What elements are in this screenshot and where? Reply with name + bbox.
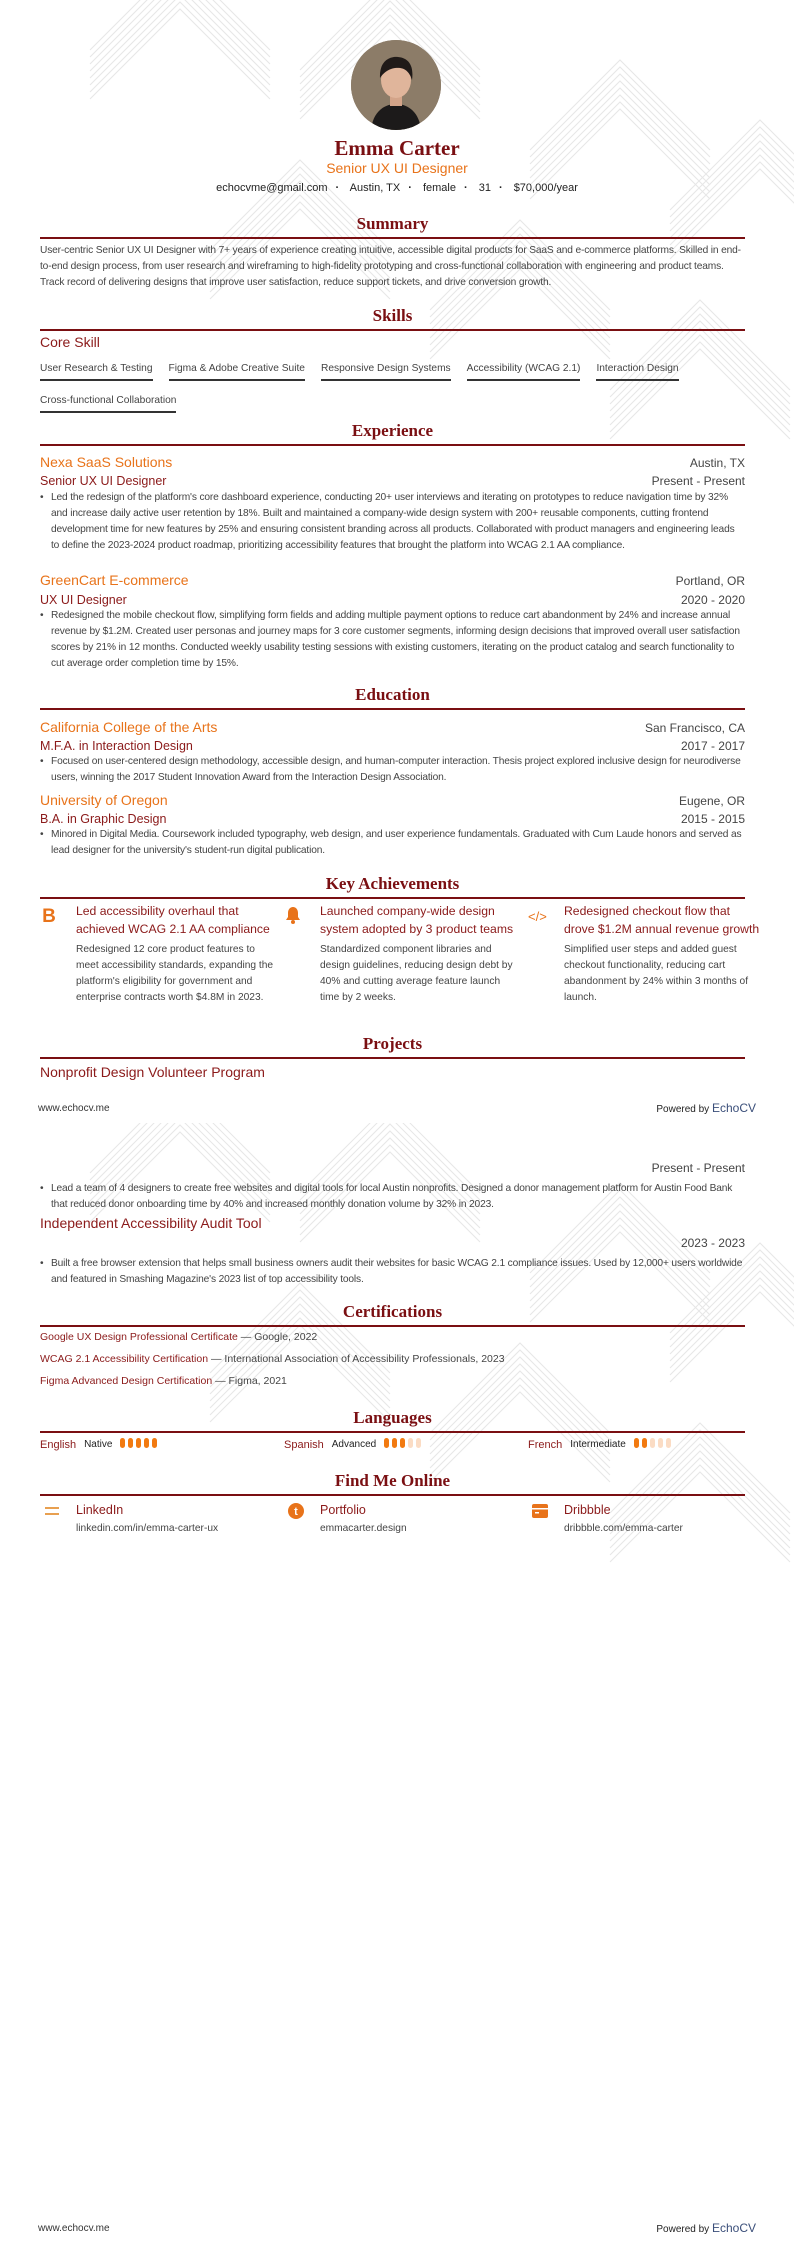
section-heading-summary: Summary (40, 214, 745, 239)
online-link-url[interactable]: dribbble.com/emma-carter (564, 1523, 683, 1534)
degree: B.A. in Graphic Design (40, 812, 167, 826)
achievement-title: Launched company-wide design system adopted by 3 product teams (320, 904, 514, 936)
job-dates: 2020 - 2020 (680, 593, 745, 607)
education-dates: 2015 - 2015 (680, 812, 745, 826)
online-link-item[interactable] (528, 1503, 768, 1534)
proficiency-dot (658, 1438, 663, 1448)
proficiency-dot (400, 1438, 405, 1448)
proficiency-meter (120, 1438, 160, 1451)
achievement-desc: Redesigned 12 core product features to meet accessibility standards, expanding the platform's eligibility for government and enterprise contracts worth $4.8M in 2023. (76, 944, 274, 1003)
experience-header (40, 454, 745, 470)
school-location: San Francisco, CA (644, 721, 745, 735)
section-heading-languages: Languages (40, 1408, 745, 1433)
section-heading-online: Find Me Online (40, 1471, 745, 1496)
certification-name: Figma Advanced Design Certification (40, 1375, 213, 1387)
education-header (40, 792, 745, 808)
proficiency-dot (128, 1438, 133, 1448)
code-icon: </> (528, 909, 547, 924)
education-header (40, 719, 745, 735)
skill-group-title: Core Skill (40, 334, 100, 350)
location: Austin, TX (349, 182, 401, 194)
background-pattern (0, 1123, 794, 2246)
skill-chip: Responsive Design Systems (321, 363, 451, 381)
school-name: California College of the Arts (40, 719, 218, 735)
certification-item (40, 1375, 287, 1387)
company-name: GreenCart E-commerce (40, 572, 189, 588)
experience-header (40, 572, 745, 588)
footer-powered (656, 2221, 756, 2235)
skill-chip: Figma & Adobe Creative Suite (169, 363, 305, 381)
achievement-desc: Simplified user steps and added guest checkout functionality, reducing cart abandonment by 24% within 3 months of launch. (564, 944, 749, 1003)
certification-item (40, 1331, 317, 1343)
job-bullet: • Redesigned the mobile checkout flow, simplifying form fields and adding multiple payment options to reduce cart abandonment by 24% and increase annual revenue by $1.2M. Created user personas and journey maps for 3 core customer segments, informing design decisions that improved overall user satisfaction scores by 21% in 12 months. Conducted weekly usability testing sessions with existing customers, iterating on the product catalog and search functionality to cut average order completion time by 15%. (40, 608, 745, 672)
proficiency-dot (650, 1438, 655, 1448)
proficiency-meter (634, 1438, 674, 1451)
experience-role-row (40, 593, 745, 607)
achievement-title: Led accessibility overhaul that achieved WCAG 2.1 AA compliance (76, 904, 270, 936)
project-bullet: • Lead a team of 4 designers to create free websites and digital tools for local Austin nonprofits. Designed a donor management platform for Austin Food Bank that reduced donor onboarding time by 40% and increased monthly donation volume by 32% in 2023. (40, 1181, 745, 1213)
degree: M.F.A. in Interaction Design (40, 739, 193, 753)
company-name: Nexa SaaS Solutions (40, 454, 173, 470)
certification-name: Google UX Design Professional Certificate (40, 1331, 238, 1343)
language-name: English (40, 1438, 77, 1451)
education-dates: 2017 - 2017 (680, 739, 745, 753)
online-link-url[interactable]: linkedin.com/in/emma-carter-ux (76, 1523, 219, 1534)
section-heading-projects: Projects (40, 1034, 745, 1059)
achievement-title: Redesigned checkout flow that drove $1.2M annual revenue growth (564, 904, 760, 936)
proficiency-dot (666, 1438, 671, 1448)
brand-name: EchoCV (711, 2221, 756, 2235)
online-link-label[interactable]: Portfolio (320, 1503, 366, 1517)
gender: female (422, 182, 456, 194)
project-dates: 2023 - 2023 (680, 1236, 745, 1250)
proficiency-dot (144, 1438, 149, 1448)
svg-text:t: t (294, 1506, 298, 1518)
summary-text: User-centric Senior UX UI Designer with 7+ years of experience creating intuitive, accessible digital products for SaaS and e-commerce platforms. Skilled in end-to-end design process, from user research and wireframing to high-fidelity prototyping and cross-functional collaboration with engineering and product teams. Track record of delivering designs that improve user satisfaction, reduce support tickets, and drive conversion growth. (40, 245, 741, 288)
proficiency-dot (120, 1438, 125, 1448)
job-location: Portland, OR (675, 574, 745, 588)
skill-chip: Interaction Design (596, 363, 678, 381)
project-title: Nonprofit Design Volunteer Program (40, 1064, 265, 1080)
proficiency-dot (392, 1438, 397, 1448)
brand-name: EchoCV (711, 1101, 756, 1115)
portfolio-icon (288, 1503, 304, 1519)
language-name: Spanish (284, 1438, 324, 1451)
experience-role-row (40, 474, 745, 488)
project-dates-row (40, 1236, 745, 1250)
proficiency-dot (416, 1438, 421, 1448)
degree-row (40, 739, 745, 753)
certification-detail: — Google, 2022 (240, 1331, 318, 1343)
section-heading-achievements: Key Achievements (40, 874, 745, 899)
project-dates: Present - Present (651, 1161, 745, 1175)
school-location: Eugene, OR (678, 794, 745, 808)
powered-by-label: Powered by (656, 2224, 710, 2235)
footer-site-link[interactable]: www.echocv.me (38, 2223, 110, 2234)
language-item (284, 1438, 424, 1451)
candidate-name: Emma Carter (334, 136, 460, 160)
achievement-item (40, 902, 275, 1006)
bold-b-icon: B (42, 906, 56, 927)
footer-powered (656, 1101, 756, 1115)
age: 31 (478, 182, 491, 194)
bell-icon (284, 906, 302, 929)
language-item (528, 1438, 674, 1451)
proficiency-dot (642, 1438, 647, 1448)
skill-list (40, 358, 745, 422)
skill-chip: Cross-functional Collaboration (40, 395, 176, 413)
project-bullet: • Built a free browser extension that helps small business owners audit their websites for basic WCAG 2.1 compliance issues. Used by 12,000+ users worldwide and featured in Smashing Magazine's 2023 list of top accessibility tools. (40, 1256, 745, 1288)
online-link-url[interactable]: emmacarter.design (320, 1523, 407, 1534)
achievement-desc: Standardized component libraries and design guidelines, reducing design debt by 40% and cutting average feature launch time by 2 weeks. (320, 944, 513, 1003)
proficiency-dot (408, 1438, 413, 1448)
education-bullet: • Minored in Digital Media. Coursework included typography, web design, and user experience fundamentals. Graduated with Cum Laude honors and served as lead designer for the university's student-run digital publication. (40, 827, 745, 859)
contact-line: echocvme@gmail.com · Austin, TX · female · 31 · $70,000/year (216, 182, 578, 194)
job-title: Senior UX UI Designer (40, 474, 167, 488)
certification-detail: — Figma, 2021 (215, 1375, 287, 1387)
section-heading-certifications: Certifications (40, 1302, 745, 1327)
proficiency-dot (634, 1438, 639, 1448)
proficiency-meter (384, 1438, 424, 1451)
email[interactable]: echocvme@gmail.com (216, 182, 328, 194)
proficiency-dot (136, 1438, 141, 1448)
job-location: Austin, TX (689, 456, 745, 470)
section-heading-skills: Skills (40, 306, 745, 331)
skill-chip: Accessibility (WCAG 2.1) (467, 363, 581, 381)
education-bullet: • Focused on user-centered design methodology, accessible design, and human-computer interaction. Thesis project explored inclusive design for neurodiverse users, winning the 2017 Student Innovation Award from the Interaction Design Association. (40, 754, 745, 786)
certification-name: WCAG 2.1 Accessibility Certification (40, 1353, 209, 1365)
skill-chip: User Research & Testing (40, 363, 153, 381)
candidate-title: Senior UX UI Designer (326, 160, 468, 176)
salary: $70,000/year (513, 182, 578, 194)
powered-by-label: Powered by (656, 1104, 710, 1115)
dribbble-icon (532, 1503, 548, 1519)
online-link-item[interactable] (284, 1503, 524, 1534)
job-bullet: • Led the redesign of the platform's core dashboard experience, conducting 20+ user interviews and iterating on prototypes to reduce navigation time by 32% and increase daily active user retention by 18%. Built and maintained a company-wide design system with 200+ reusable components, cutting frontend development time for new features by 25% and ensuring consistent branding across all products. Collaborated with product managers and engineering leads to define the 2023-2024 product roadmap, prioritizing accessibility features that brought the platform into WCAG 2.1 AA compliance. (40, 490, 745, 554)
proficiency-dot (384, 1438, 389, 1448)
language-level: Intermediate (570, 1439, 626, 1450)
online-link-label[interactable]: LinkedIn (76, 1503, 124, 1517)
linkedin-icon (44, 1503, 60, 1519)
section-heading-education: Education (40, 685, 745, 710)
proficiency-dot (152, 1438, 157, 1448)
footer-site-link[interactable]: www.echocv.me (38, 1103, 110, 1114)
school-name: University of Oregon (40, 792, 168, 808)
language-level: Advanced (331, 1439, 377, 1450)
project-title: Independent Accessibility Audit Tool (40, 1215, 262, 1231)
achievement-item (284, 902, 519, 1006)
language-item (40, 1438, 160, 1451)
job-title: UX UI Designer (40, 593, 127, 607)
profile-photo (351, 40, 441, 130)
achievement-item (528, 902, 763, 1006)
section-heading-experience: Experience (40, 421, 745, 446)
certification-detail: — International Association of Accessibility Professionals, 2023 (210, 1353, 505, 1365)
language-name: French (528, 1438, 563, 1451)
online-link-label[interactable]: Dribbble (564, 1503, 611, 1517)
degree-row (40, 812, 745, 826)
job-dates: Present - Present (651, 474, 745, 488)
online-link-item[interactable] (40, 1503, 280, 1534)
language-level: Native (84, 1439, 113, 1450)
project-dates-row (40, 1161, 745, 1175)
certification-item (40, 1353, 505, 1365)
